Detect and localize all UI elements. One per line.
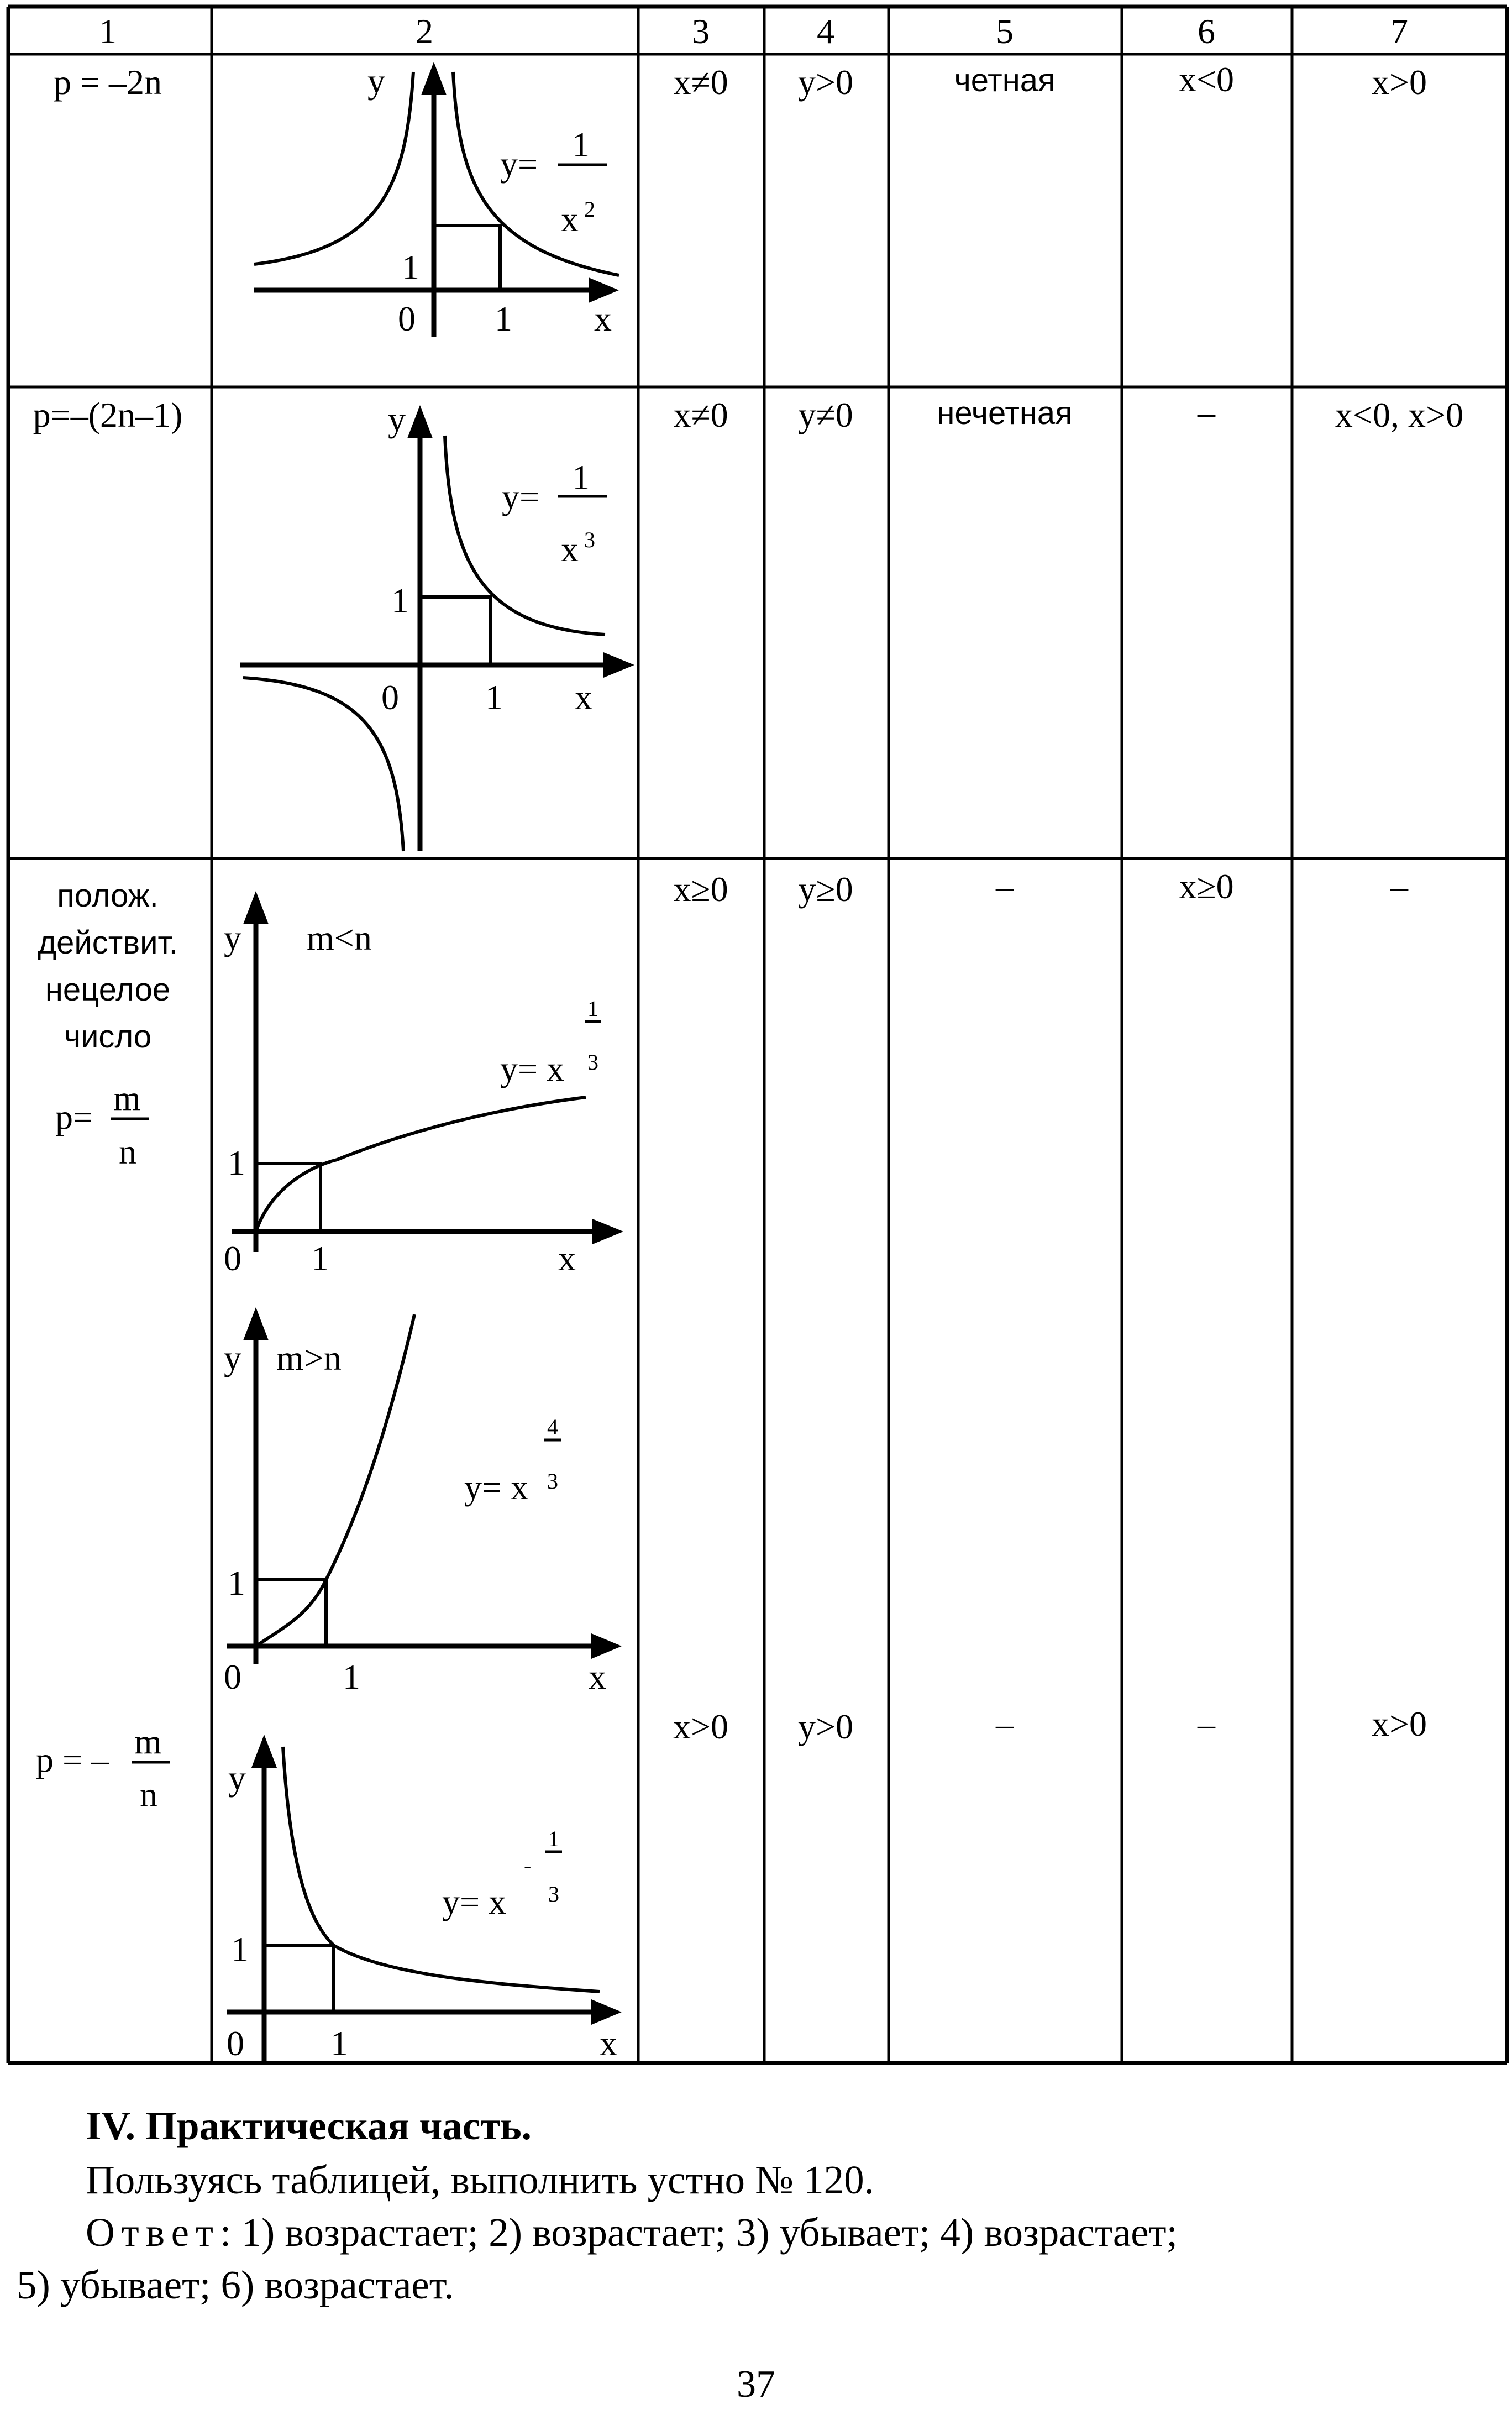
- unit-guide: [434, 226, 500, 290]
- y-axis-label: y: [224, 1338, 242, 1377]
- one-x-label: 1: [311, 1239, 329, 1278]
- origin-label: 0: [224, 1657, 242, 1696]
- table-grid: [8, 7, 1507, 2063]
- one-x-label: 1: [330, 2024, 348, 2063]
- formula-prefix: y= x: [442, 1882, 507, 1921]
- formula-prefix: y=: [502, 477, 540, 516]
- y-axis-arrow: [407, 405, 433, 438]
- formula-numerator: 1: [572, 125, 590, 164]
- one-x-label: 1: [485, 678, 503, 717]
- power-line-2: действит.: [38, 925, 178, 961]
- y-axis-arrow: [421, 62, 447, 95]
- y-axis-arrow: [243, 891, 269, 924]
- one-x-label: 1: [495, 299, 512, 338]
- power-line-4: число: [64, 1019, 152, 1055]
- formula-exponent-sign: -: [524, 1853, 532, 1878]
- y-axis-label: y: [224, 918, 242, 957]
- power-numerator: m: [113, 1078, 141, 1118]
- increasing-cell: x≥0: [1179, 867, 1234, 906]
- header-col-1: 1: [99, 12, 117, 51]
- one-y-label: 1: [231, 1930, 249, 1969]
- answer-text: : 1) возрастает; 2) возрастает; 3) убывает; 4) возрастает;: [219, 2210, 1178, 2255]
- header-col-6: 6: [1198, 12, 1215, 51]
- one-y-label: 1: [391, 581, 409, 620]
- formula-prefix: y= x: [500, 1049, 565, 1088]
- header-row: [99, 12, 1408, 51]
- decreasing-cell: –: [1390, 867, 1408, 906]
- x-axis-label: x: [558, 1239, 576, 1278]
- origin-label: 0: [381, 678, 399, 717]
- header-col-5: 5: [996, 12, 1014, 51]
- power-line-3: нецелое: [45, 972, 171, 1008]
- power-cell: p=–(2n–1): [33, 395, 183, 434]
- formula-exponent: 2: [584, 197, 595, 222]
- practice-heading: IV. Практическая часть.: [86, 2103, 532, 2148]
- x-axis-label: x: [600, 2024, 617, 2063]
- x-axis-arrow: [591, 1633, 622, 1659]
- power-numerator: m: [134, 1722, 162, 1761]
- range-cell: y≠0: [798, 395, 853, 434]
- parity-cell: –: [996, 867, 1014, 906]
- one-y-label: 1: [228, 1563, 245, 1602]
- practice-instruction: Пользуясь таблицей, выполнить устно № 120.: [86, 2157, 874, 2202]
- origin-label: 0: [227, 2024, 244, 2063]
- graph-inverse-odd: [240, 400, 634, 851]
- x-axis-arrow: [603, 652, 634, 678]
- formula-exponent: 3: [584, 527, 595, 552]
- formula-denominator: x: [561, 200, 579, 239]
- formula-numerator: 1: [572, 458, 590, 497]
- power-line-1: полож.: [57, 878, 159, 914]
- domain-cell: x≠0: [673, 62, 728, 102]
- graph-root-power: [224, 891, 623, 1278]
- header-col-4: 4: [817, 12, 834, 51]
- increasing-cell: x<0: [1178, 60, 1235, 99]
- curve-left-branch: [254, 72, 413, 264]
- condition-label: m<n: [307, 918, 372, 957]
- decreasing-cell: x<0, x>0: [1335, 395, 1464, 434]
- formula-exponent-numerator: 1: [587, 996, 599, 1021]
- y-axis-label: y: [388, 400, 406, 439]
- power-cell: p = –2n: [53, 62, 162, 102]
- table-row: [54, 60, 1427, 338]
- power-prefix: p=: [55, 1097, 93, 1136]
- power-denominator: n: [119, 1132, 136, 1171]
- decreasing-cell: x>0: [1371, 62, 1427, 102]
- formula-exponent-numerator: 1: [548, 1826, 559, 1851]
- domain-cell: x≥0: [673, 869, 728, 909]
- formula-exponent-numerator: 4: [547, 1415, 558, 1439]
- one-x-label: 1: [343, 1657, 360, 1696]
- formula-exponent-denominator: 3: [547, 1469, 558, 1494]
- increasing-cell: –: [1198, 392, 1215, 432]
- formula-exponent-denominator: 3: [548, 1882, 559, 1906]
- range-cell: y>0: [797, 1707, 854, 1746]
- table-row: [36, 1704, 1427, 2063]
- header-col-7: 7: [1390, 12, 1408, 51]
- parity-cell: –: [996, 1704, 1014, 1743]
- increasing-cell: –: [1198, 1704, 1215, 1743]
- table-row: [33, 392, 1463, 851]
- curve: [283, 1747, 600, 1992]
- domain-cell: x≠0: [673, 395, 728, 434]
- formula-exponent-denominator: 3: [587, 1050, 599, 1075]
- x-axis-label: x: [594, 299, 612, 338]
- x-axis-arrow: [592, 1219, 623, 1244]
- unit-guide: [420, 597, 491, 665]
- practice-answer-line-1: [86, 2207, 1500, 2257]
- parity-cell: нечетная: [937, 395, 1073, 431]
- x-axis-arrow: [591, 1999, 622, 2025]
- curve-left-branch: [243, 678, 403, 851]
- graph-power-greater-one: [224, 1307, 622, 1696]
- parity-cell: четная: [954, 62, 1056, 98]
- formula-prefix: y=: [500, 144, 538, 184]
- decreasing-cell: x>0: [1371, 1704, 1427, 1743]
- origin-label: 0: [398, 299, 416, 338]
- condition-label: m>n: [276, 1338, 342, 1377]
- unit-guide: [256, 1580, 326, 1646]
- answer-label: Ответ: [86, 2210, 220, 2255]
- formula-denominator: x: [561, 530, 579, 569]
- y-axis-arrow: [243, 1307, 269, 1340]
- x-axis-label: x: [589, 1657, 606, 1696]
- graph-negative-root-power: [227, 1735, 622, 2063]
- x-axis-label: x: [575, 678, 592, 717]
- unit-guide: [264, 1946, 333, 2012]
- graph-inverse-even: [254, 61, 619, 338]
- origin-label: 0: [224, 1239, 242, 1278]
- domain-cell: x>0: [673, 1707, 729, 1746]
- range-cell: y>0: [797, 62, 854, 102]
- table-row: [38, 867, 1409, 1696]
- y-axis-label: y: [368, 61, 385, 101]
- range-cell: y≥0: [798, 869, 853, 909]
- page-number: 37: [737, 2363, 775, 2406]
- y-axis-label: y: [228, 1758, 246, 1798]
- power-denominator: n: [140, 1775, 158, 1814]
- practice-answer-line-2: 5) убывает; 6) возрастает.: [17, 2262, 454, 2307]
- one-y-label: 1: [228, 1143, 245, 1182]
- unit-guide: [256, 1164, 321, 1232]
- formula-prefix: y= x: [464, 1468, 529, 1507]
- y-axis-arrow: [251, 1735, 277, 1768]
- power-prefix: p = –: [36, 1740, 109, 1779]
- one-y-label: 1: [402, 248, 419, 287]
- header-col-3: 3: [692, 12, 710, 51]
- header-col-2: 2: [416, 12, 433, 51]
